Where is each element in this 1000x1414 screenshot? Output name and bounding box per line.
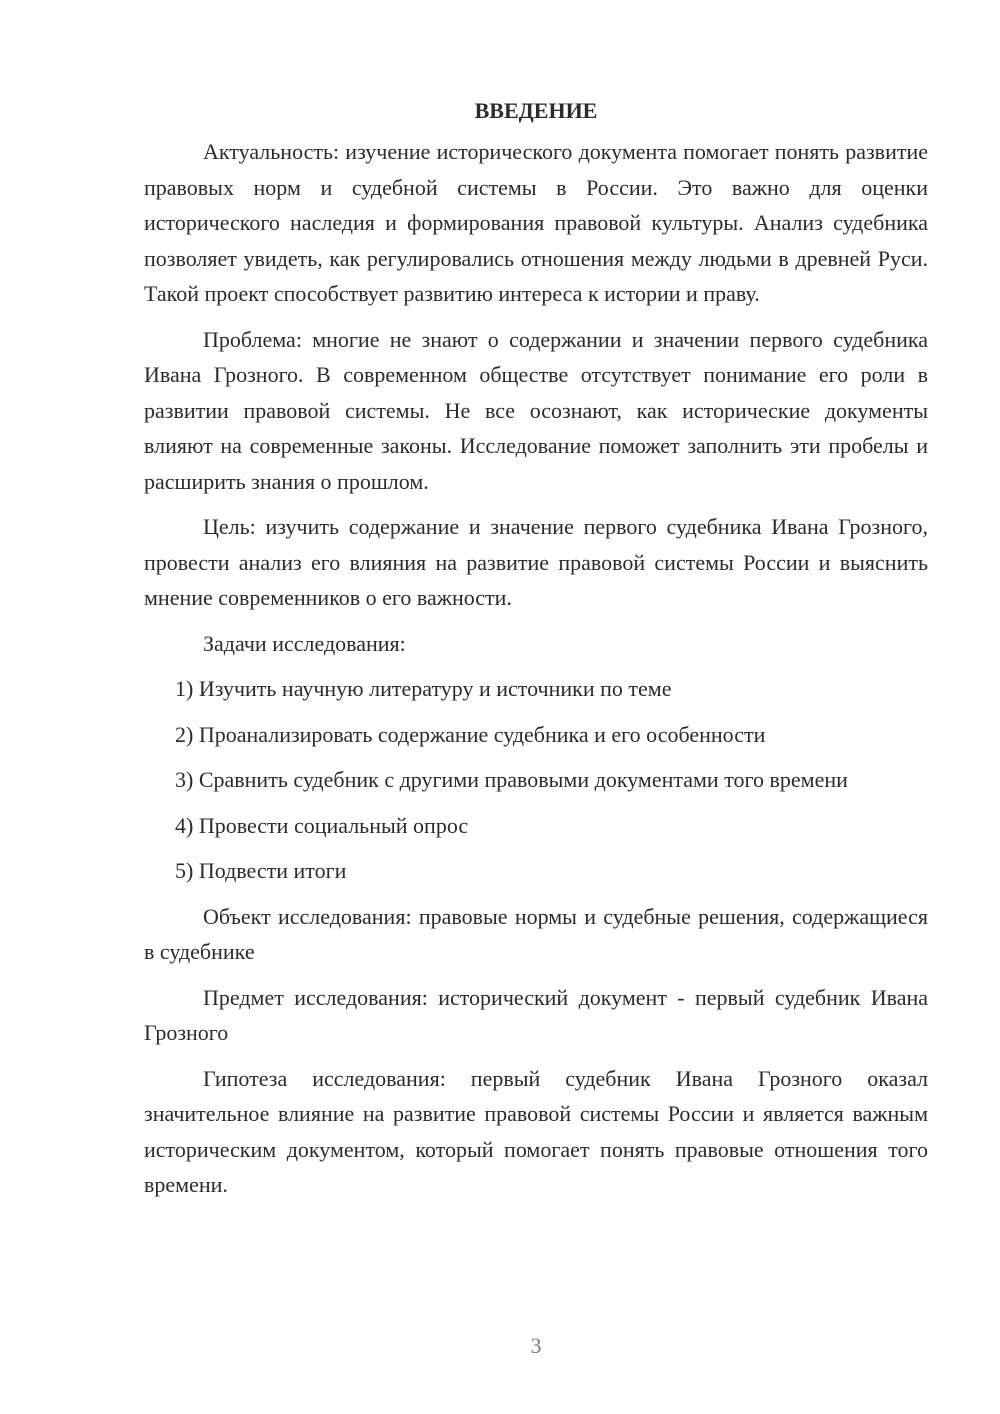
task-item: 1) Изучить научную литературу и источники по теме [175,676,672,701]
task-item: 5) Подвести итоги [175,858,347,883]
page-title: ВВЕДЕНИЕ [474,98,598,123]
tasks-heading: Задачи исследования: [203,630,406,656]
hypothesis-paragraph: Гипотеза исследования: первый судебник Ивана Грозного оказал значительное влияние на развитие правовой системы России и является важным историческим документом, который помогает понять правовые отношения того времени. [144,1065,928,1197]
goal-paragraph: Цель: изучить содержание и значение первого судебника Ивана Грозного, провести анализ его влияния на развитие правовой системы России и выяснить мнение современников о его важности. [144,514,928,610]
page-content [144,96,928,1213]
relevance-paragraph: Актуальность: изучение исторического документа помогает понять развитие правовых норм и судебной системы в России. Это важно для оценки исторического наследия и формирования правовой культуры. Анализ судебника позволяет увидеть, как регулировались отношения между людьми в древней Руси. Такой проект способствует развитию интереса к истории и праву. [144,139,928,306]
task-item: 4) Провести социальный опрос [175,812,469,838]
problem-paragraph: Проблема: многие не знают о содержании и значении первого судебника Ивана Грозного. В современном обществе отсутствует понимание его роли в развитии правовой системы. Не все осознают, как исторические документы влияют на современные законы. Исследование поможет заполнить эти пробелы и расширить знания о прошлом. [144,326,928,494]
task-item: 2) Проанализировать содержание судебника и его особенности [175,721,766,747]
subject-paragraph: Предмет исследования: исторический документ - первый судебник Ивана Грозного [144,984,928,1045]
object-paragraph: Объект исследования: правовые нормы и судебные решения, содержащиеся в судебнике [144,903,928,964]
task-item: 3) Сравнить судебник с другими правовыми документами того времени [175,767,848,792]
page-number: 3 [530,1333,542,1358]
